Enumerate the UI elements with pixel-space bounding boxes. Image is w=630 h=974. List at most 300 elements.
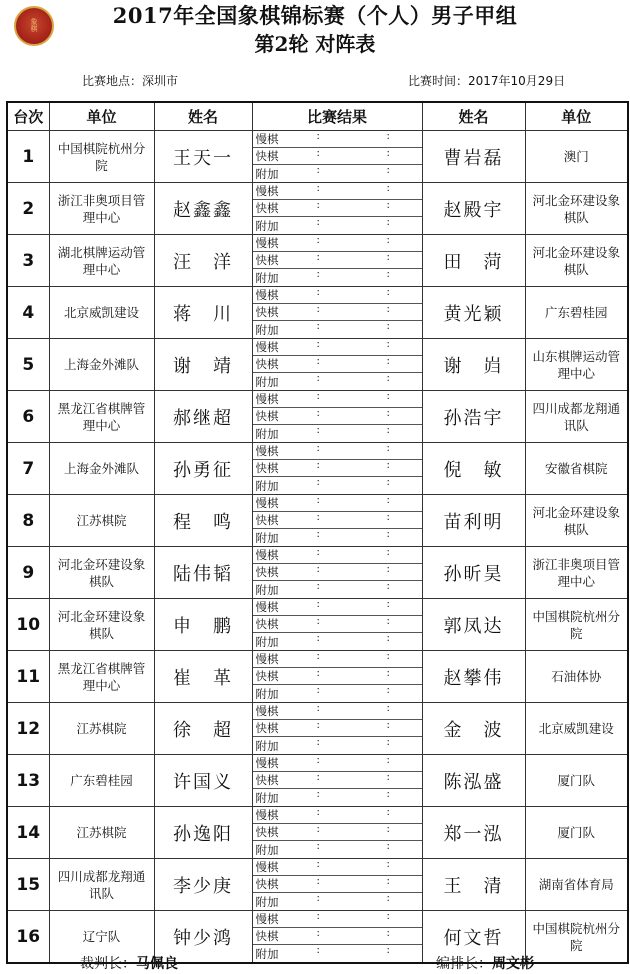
unit-a: 湖北棋牌运动管理中心 [49,235,154,287]
result-cell [252,911,422,964]
result-line [253,443,422,460]
scheduler-label: 编排长： [436,956,492,972]
player-a-name: 徐 超 [154,703,252,755]
score-separator: : [386,356,390,367]
score-separator: : [316,841,320,852]
score-separator: : [386,252,390,263]
table-number: 5 [7,339,49,391]
player-b-name: 田 菏 [422,235,525,287]
score-separator: : [386,789,390,800]
score-separator: : [386,183,390,194]
unit-a: 浙江非奥项目管理中心 [49,183,154,235]
score-separator: : [316,633,320,644]
unit-a: 上海金外滩队 [49,339,154,391]
player-b-name: 曹岩磊 [422,131,525,183]
player-b-name: 赵攀伟 [422,651,525,703]
table-number: 8 [7,495,49,547]
result-type-label: 附加 [255,478,279,493]
score-separator: : [316,581,320,592]
score-separator: : [316,408,320,419]
result-cell [252,859,422,911]
score-separator: : [386,859,390,870]
score-separator: : [386,477,390,488]
score-separator: : [386,876,390,887]
result-line [253,408,422,425]
score-separator: : [316,165,320,176]
player-b-name: 郑一泓 [422,807,525,859]
logo-emblem-icon: 象 棋 [30,18,38,33]
player-b-name: 苗利明 [422,495,525,547]
result-line [253,529,422,546]
result-type-label: 附加 [255,270,279,285]
result-type-label: 附加 [255,634,279,649]
result-type-label: 慢棋 [255,392,279,406]
unit-b: 河北金环建设象棋队 [525,235,628,287]
table-row [7,859,628,911]
result-cell [252,495,422,547]
result-line [253,928,422,945]
score-separator: : [386,599,390,610]
result-line [253,131,422,148]
result-type-label: 慢棋 [255,808,279,822]
score-separator: : [316,460,320,471]
score-separator: : [386,148,390,159]
result-type-label: 慢棋 [255,600,279,614]
unit-b: 厦门队 [525,807,628,859]
score-separator: : [316,737,320,748]
result-line [253,425,422,442]
unit-b: 澳门 [525,131,628,183]
score-separator: : [316,772,320,783]
result-cell [252,547,422,599]
table-row [7,443,628,495]
result-type-label: 附加 [255,322,279,337]
score-separator: : [316,269,320,280]
score-separator: : [386,235,390,246]
result-type-label: 快棋 [255,721,279,735]
result-line [253,339,422,356]
result-line [253,633,422,650]
result-line [253,460,422,477]
table-row [7,391,628,443]
result-type-label: 慢棋 [255,288,279,302]
result-line [253,581,422,598]
score-separator: : [316,217,320,228]
result-type-label: 慢棋 [255,236,279,250]
score-separator: : [386,945,390,956]
result-line [253,165,422,182]
header-name-a: 姓名 [154,102,252,131]
table-number: 3 [7,235,49,287]
score-separator: : [386,720,390,731]
score-separator: : [386,165,390,176]
score-separator: : [386,460,390,471]
score-separator: : [386,131,390,142]
score-separator: : [386,304,390,315]
result-type-label: 快棋 [255,825,279,839]
player-b-name: 赵殿宇 [422,183,525,235]
score-separator: : [386,893,390,904]
result-line [253,321,422,338]
unit-a: 辽宁队 [49,911,154,964]
player-a-name: 汪 洋 [154,235,252,287]
unit-b: 中国棋院杭州分院 [525,599,628,651]
score-separator: : [386,269,390,280]
unit-a: 四川成都龙翔通讯队 [49,859,154,911]
score-separator: : [316,148,320,159]
score-separator: : [316,235,320,246]
player-a-name: 赵鑫鑫 [154,183,252,235]
result-line [253,876,422,893]
result-type-label: 附加 [255,582,279,597]
unit-b: 湖南省体育局 [525,859,628,911]
scheduler-line [436,953,534,973]
table-row [7,131,628,183]
referee-line [80,953,178,973]
score-separator: : [316,911,320,922]
table-number: 15 [7,859,49,911]
result-type-label: 慢棋 [255,548,279,562]
score-separator: : [316,529,320,540]
result-line [253,373,422,390]
score-separator: : [386,287,390,298]
result-type-label: 慢棋 [255,652,279,666]
result-line [253,599,422,616]
result-line [253,893,422,910]
score-separator: : [316,321,320,332]
unit-b: 广东碧桂园 [525,287,628,339]
player-b-name: 金 波 [422,703,525,755]
player-b-name: 孙昕昊 [422,547,525,599]
result-line [253,859,422,876]
table-row [7,703,628,755]
score-separator: : [386,321,390,332]
result-line [253,737,422,754]
result-line [253,217,422,234]
table-row [7,755,628,807]
player-a-name: 孙逸阳 [154,807,252,859]
score-separator: : [316,356,320,367]
score-separator: : [386,425,390,436]
score-separator: : [316,512,320,523]
unit-b: 安徽省棋院 [525,443,628,495]
unit-b: 河北金环建设象棋队 [525,495,628,547]
result-cell [252,235,422,287]
scheduler-name: 周文彬 [492,956,534,972]
result-cell [252,183,422,235]
unit-a: 江苏棋院 [49,807,154,859]
player-a-name: 王天一 [154,131,252,183]
result-type-label: 慢棋 [255,912,279,926]
unit-b: 河北金环建设象棋队 [525,183,628,235]
result-line [253,668,422,685]
header-unit-b: 单位 [525,102,628,131]
result-line [253,512,422,529]
result-type-label: 慢棋 [255,704,279,718]
table-row [7,287,628,339]
player-b-name: 倪 敏 [422,443,525,495]
result-cell [252,599,422,651]
result-line [253,616,422,633]
score-separator: : [386,217,390,228]
score-separator: : [316,616,320,627]
result-type-label: 附加 [255,738,279,753]
table-row [7,807,628,859]
result-line [253,287,422,304]
pairing-table [6,101,629,964]
result-cell [252,755,422,807]
result-type-label: 快棋 [255,617,279,631]
header-name-b: 姓名 [422,102,525,131]
result-cell [252,287,422,339]
unit-a: 河北金环建设象棋队 [49,547,154,599]
result-line [253,200,422,217]
score-separator: : [386,703,390,714]
score-separator: : [316,443,320,454]
score-separator: : [386,668,390,679]
table-number: 10 [7,599,49,651]
unit-b: 四川成都龙翔通讯队 [525,391,628,443]
result-line [253,911,422,928]
score-separator: : [386,633,390,644]
player-a-name: 孙勇征 [154,443,252,495]
unit-b: 北京威凯建设 [525,703,628,755]
score-separator: : [316,252,320,263]
unit-b: 石油体协 [525,651,628,703]
score-separator: : [386,495,390,506]
table-row [7,547,628,599]
score-separator: : [316,893,320,904]
result-type-label: 快棋 [255,201,279,215]
unit-b: 山东棋牌运动管理中心 [525,339,628,391]
result-type-label: 附加 [255,790,279,805]
unit-a: 黑龙江省棋牌管理中心 [49,391,154,443]
unit-a: 上海金外滩队 [49,443,154,495]
score-separator: : [316,339,320,350]
table-number: 2 [7,183,49,235]
table-number: 1 [7,131,49,183]
result-type-label: 慢棋 [255,184,279,198]
result-type-label: 快棋 [255,773,279,787]
result-line [253,477,422,494]
result-type-label: 慢棋 [255,340,279,354]
date-text: 比赛时间：2017年10月29日 [408,74,566,88]
score-separator: : [316,495,320,506]
player-a-name: 申 鹏 [154,599,252,651]
result-type-label: 快棋 [255,877,279,891]
table-number: 16 [7,911,49,964]
score-separator: : [316,599,320,610]
result-line [253,252,422,269]
result-line [253,269,422,286]
result-cell [252,651,422,703]
score-separator: : [316,703,320,714]
player-a-name: 崔 革 [154,651,252,703]
score-separator: : [386,339,390,350]
score-separator: : [316,564,320,575]
result-line [253,789,422,806]
player-a-name: 钟少鸿 [154,911,252,964]
pairing-rows [7,131,628,964]
table-row [7,495,628,547]
player-b-name: 孙浩宇 [422,391,525,443]
score-separator: : [386,911,390,922]
unit-b: 浙江非奥项目管理中心 [525,547,628,599]
result-type-label: 快棋 [255,253,279,267]
unit-a: 河北金环建设象棋队 [49,599,154,651]
score-separator: : [316,547,320,558]
result-line [253,651,422,668]
score-separator: : [316,131,320,142]
player-a-name: 蒋 川 [154,287,252,339]
player-a-name: 李少庚 [154,859,252,911]
page-subtitle: 第2轮 对阵表 [254,32,376,56]
score-separator: : [316,651,320,662]
result-type-label: 附加 [255,218,279,233]
score-separator: : [316,183,320,194]
result-cell [252,443,422,495]
result-type-label: 快棋 [255,305,279,319]
score-separator: : [316,720,320,731]
result-type-label: 慢棋 [255,756,279,770]
result-line [253,547,422,564]
referee-name: 马佩良 [136,956,178,972]
result-type-label: 附加 [255,946,279,961]
result-line [253,235,422,252]
result-line [253,183,422,200]
result-line [253,703,422,720]
result-line [253,304,422,321]
result-type-label: 快棋 [255,149,279,163]
header-unit-a: 单位 [49,102,154,131]
score-separator: : [386,512,390,523]
table-row [7,235,628,287]
table-row [7,339,628,391]
score-separator: : [316,668,320,679]
result-type-label: 附加 [255,426,279,441]
score-separator: : [386,443,390,454]
score-separator: : [386,529,390,540]
result-line [253,807,422,824]
result-line [253,356,422,373]
score-separator: : [386,824,390,835]
player-a-name: 许国义 [154,755,252,807]
result-type-label: 慢棋 [255,860,279,874]
unit-a: 江苏棋院 [49,495,154,547]
result-type-label: 快棋 [255,669,279,683]
unit-a: 中国棋院杭州分院 [49,131,154,183]
result-type-label: 附加 [255,530,279,545]
result-line [253,564,422,581]
result-type-label: 快棋 [255,565,279,579]
score-separator: : [386,373,390,384]
score-separator: : [316,477,320,488]
table-number: 7 [7,443,49,495]
score-separator: : [386,651,390,662]
table-number: 9 [7,547,49,599]
result-cell [252,807,422,859]
unit-a: 江苏棋院 [49,703,154,755]
score-separator: : [316,391,320,402]
table-row [7,599,628,651]
score-separator: : [316,859,320,870]
score-separator: : [316,945,320,956]
result-line [253,824,422,841]
score-separator: : [386,547,390,558]
result-cell [252,391,422,443]
table-number: 13 [7,755,49,807]
unit-a: 北京威凯建设 [49,287,154,339]
result-type-label: 附加 [255,686,279,701]
score-separator: : [316,287,320,298]
result-type-label: 快棋 [255,513,279,527]
table-row [7,183,628,235]
score-separator: : [316,304,320,315]
result-cell [252,339,422,391]
result-line [253,495,422,512]
score-separator: : [386,616,390,627]
result-type-label: 附加 [255,894,279,909]
score-separator: : [316,876,320,887]
header-table-no: 台次 [7,102,49,131]
score-separator: : [316,807,320,818]
player-b-name: 王 清 [422,859,525,911]
score-separator: : [316,755,320,766]
table-number: 6 [7,391,49,443]
player-b-name: 郭凤达 [422,599,525,651]
unit-b: 中国棋院杭州分院 [525,911,628,964]
score-separator: : [316,928,320,939]
player-a-name: 程 鸣 [154,495,252,547]
page-title: 2017年全国象棋锦标赛（个人）男子甲组 [112,3,518,28]
result-line [253,148,422,165]
result-type-label: 慢棋 [255,132,279,146]
score-separator: : [386,200,390,211]
table-number: 11 [7,651,49,703]
result-line [253,685,422,702]
player-b-name: 陈泓盛 [422,755,525,807]
score-separator: : [386,391,390,402]
table-number: 4 [7,287,49,339]
result-cell [252,703,422,755]
table-row [7,651,628,703]
result-type-label: 慢棋 [255,496,279,510]
result-cell [252,131,422,183]
result-line [253,772,422,789]
score-separator: : [386,755,390,766]
result-type-label: 快棋 [255,409,279,423]
result-line [253,945,422,962]
result-line [253,391,422,408]
header-result: 比赛结果 [252,102,422,131]
result-type-label: 快棋 [255,461,279,475]
result-line [253,841,422,858]
score-separator: : [386,772,390,783]
player-a-name: 谢 靖 [154,339,252,391]
unit-a: 黑龙江省棋牌管理中心 [49,651,154,703]
table-number: 14 [7,807,49,859]
unit-a: 广东碧桂园 [49,755,154,807]
result-line [253,755,422,772]
score-separator: : [386,408,390,419]
player-b-name: 何文哲 [422,911,525,964]
table-header-row [7,102,628,131]
score-separator: : [316,425,320,436]
score-separator: : [386,928,390,939]
player-b-name: 谢 岿 [422,339,525,391]
player-a-name: 陆伟韬 [154,547,252,599]
result-type-label: 附加 [255,166,279,181]
